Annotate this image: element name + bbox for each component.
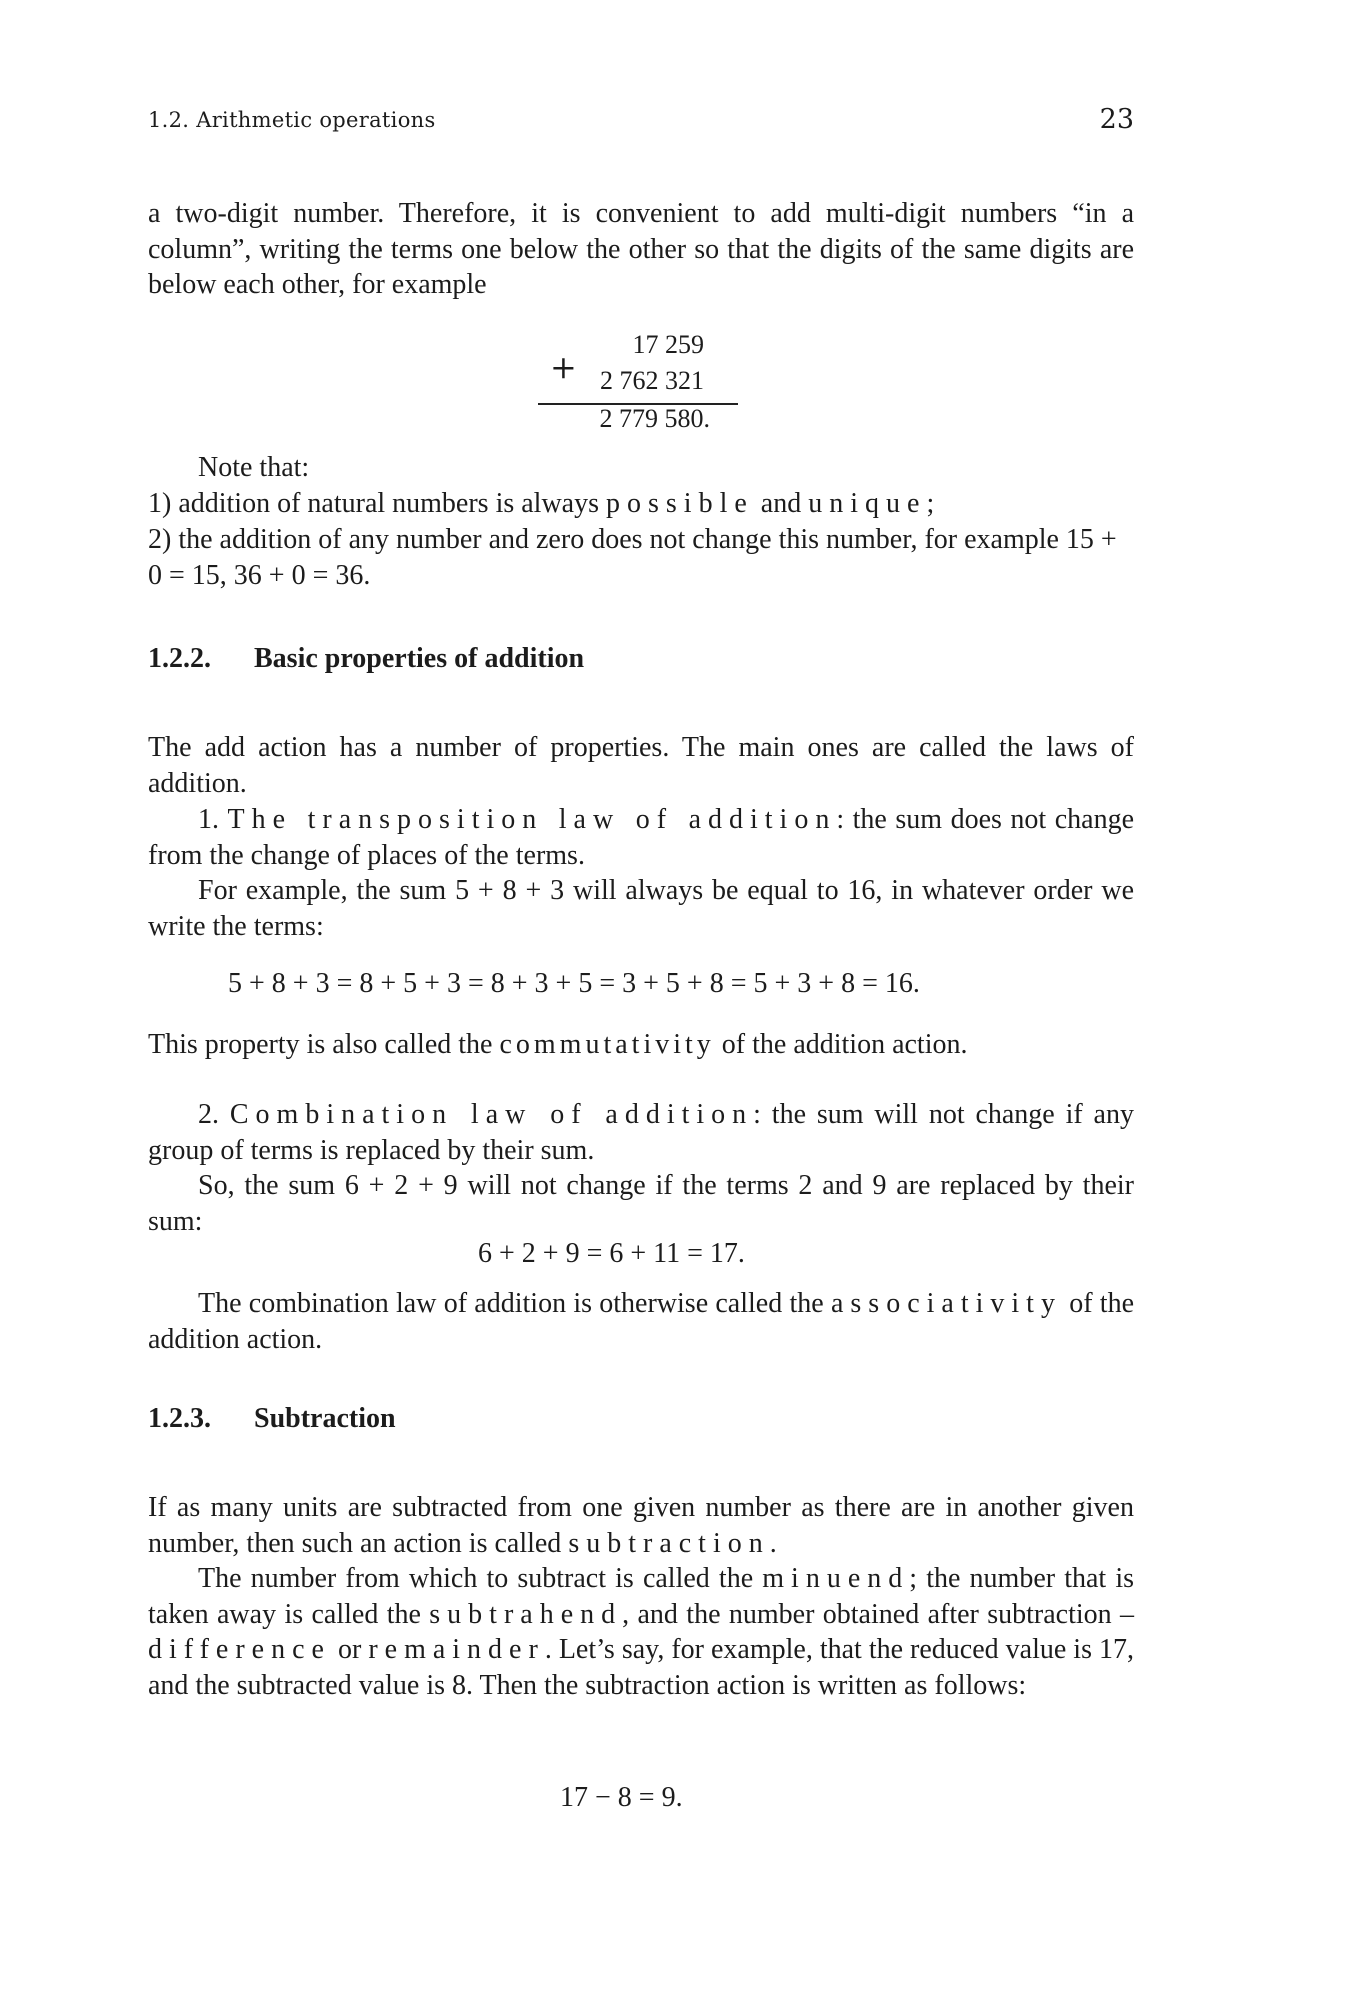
subtraction-definition [148,1490,1134,1561]
emph-commutativity: commutativity [499,1029,715,1060]
properties-paragraph: The add action has a number of properties. The main ones are called the laws of addition. [148,732,1134,799]
emph-transposition-law: The transposition law of addition [227,804,837,835]
column-result: 2 779 580. [599,404,710,433]
law-2-text: : the sum will not change if any group of terms is replaced by their sum. [148,1099,1134,1166]
associativity-end: of the addition action. [148,1288,1135,1355]
formula-subtraction: 17 − 8 = 9. [560,1782,683,1813]
emph-remainder: remainder [368,1634,545,1665]
emph-unique: unique [808,488,927,519]
emph-associativity: associativity [830,1288,1062,1319]
subtraction-text: If as many units are subtracted from one given number as there are in another given number, then such an action is called [148,1492,1134,1559]
formula-commutativity: 5 + 8 + 3 = 8 + 5 + 3 = 8 + 3 + 5 = 3 + 5 + 8 = 5 + 3 + 8 = 16. [228,968,920,999]
terms-text-e: . Let’s say, for example, that the reduced value is 17, and the subtracted value is 8. Then the subtraction action is written as follows: [148,1634,1134,1701]
law-2-number: 2. [198,1099,230,1130]
section-title: Basic properties of addition [254,643,585,674]
emph-difference: difference [148,1634,331,1665]
example-1-paragraph: For example, the sum 5 + 8 + 3 will always be equal to 16, in whatever order we write the terms: [148,875,1134,942]
commutativity-paragraph [148,1027,1134,1063]
terms-text-b: ; the number that is taken away is called the [148,1563,1134,1630]
page-number: 23 [1099,104,1134,135]
emph-combination-law: Combination law of addition [229,1099,754,1130]
intro-paragraph: a two-digit number. Therefore, it is convenient to add multi-digit numbers “in a column”, writing the terms one below the other so that the digits of the same digits are below each other, for example [148,198,1134,300]
commutativity-end: of the addition action. [714,1029,968,1060]
section-number: 1.2.3. [148,1403,211,1434]
plus-sign: + [550,348,577,386]
note-item-1 [148,486,1134,522]
law-1-number: 1. [198,804,228,835]
commutativity-text: This property is also called the [148,1029,500,1060]
column-addition [530,330,740,445]
emph-minuend: minuend [762,1563,910,1594]
note-item-1-end: ; [926,488,935,519]
terms-text-c: , and the number obtained after subtraction – [622,1598,1134,1630]
subtraction-terms-paragraph [148,1561,1134,1703]
associativity-text: The combination law of addition is otherwise called the [198,1288,831,1319]
law-1-text: : the sum does not change from the change of places of the terms. [148,804,1135,871]
note-item-1-text: 1) addition of natural numbers is always [148,488,607,519]
subtraction-end: . [769,1527,777,1559]
running-head: 1.2. Arithmetic operations [148,108,436,132]
terms-text-a: The number from which to subtract is called the [198,1563,763,1594]
column-term-1: 17 259 [632,330,704,359]
emph-possible: possible [606,488,754,519]
associativity-paragraph [148,1286,1134,1357]
section-heading-1-2-3 [148,1403,396,1435]
column-term-2: 2 762 321 [600,366,704,395]
law-2-paragraph [148,1097,1134,1168]
law-1-paragraph [148,802,1134,873]
note-title: Note that: [198,452,310,483]
emph-subtrahend: subtrahend [429,1598,623,1630]
example-2-paragraph: So, the sum 6 + 2 + 9 will not change if the terms 2 and 9 are replaced by their sum: [148,1170,1134,1237]
note-item-2: 2) the addition of any number and zero does not change this number, for example 15 + 0 = 15, 36 + 0 = 36. [148,524,1117,591]
formula-associativity: 6 + 2 + 9 = 6 + 11 = 17. [478,1238,745,1269]
note-item-1-and: and [753,488,809,519]
section-title: Subtraction [254,1403,396,1434]
emph-subtraction: subtraction [568,1527,770,1559]
section-heading-1-2-2 [148,643,584,675]
terms-text-d: or [330,1634,369,1665]
section-number: 1.2.2. [148,643,211,674]
